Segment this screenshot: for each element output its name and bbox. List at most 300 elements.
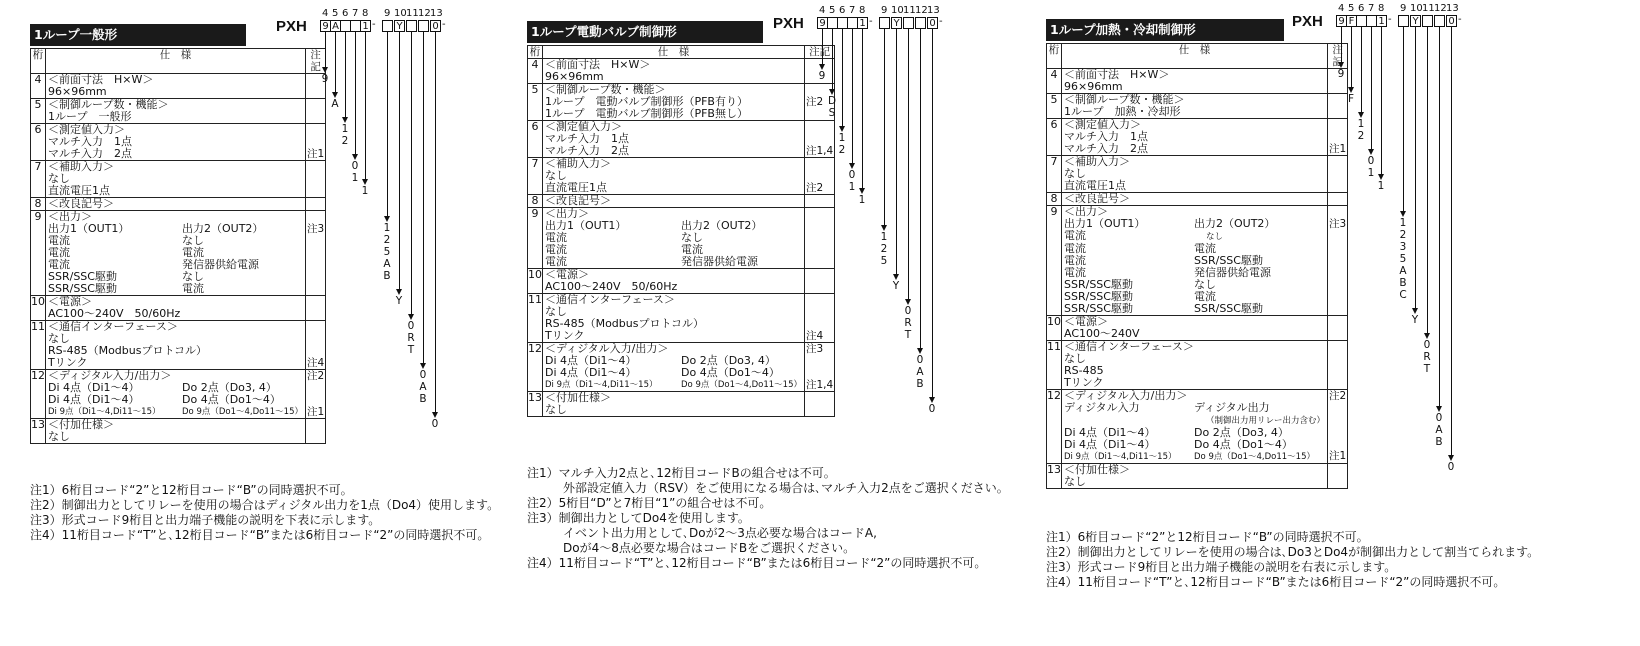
spec-row	[31, 296, 326, 321]
note-line	[307, 333, 324, 345]
row-spec	[543, 269, 805, 294]
footnotes	[527, 466, 1009, 571]
note-line: 注4	[307, 357, 325, 369]
small-left: Di 9点（Di1～4,Di11～15）	[1064, 452, 1177, 462]
row-digit: 4	[1047, 69, 1062, 94]
row-spec	[46, 419, 306, 444]
spec-row	[31, 161, 326, 198]
row-spec	[1062, 390, 1328, 464]
digit-label: 10	[1410, 3, 1423, 14]
spec-row	[1047, 464, 1348, 489]
spec-row	[1047, 119, 1348, 156]
note-line	[806, 392, 833, 404]
spec-line: ＜ディジタル入力/出力＞	[1064, 389, 1188, 402]
selector-line	[423, 32, 424, 365]
selector-line	[325, 32, 326, 69]
row-note	[306, 124, 326, 161]
row-note	[805, 343, 835, 392]
pair-left: 電流	[1064, 254, 1086, 267]
spec-row	[31, 124, 326, 161]
spec-line: 1ループ 電動バルブ制御形（PFB有り）	[545, 95, 748, 108]
spec-line: なし	[545, 169, 567, 182]
spec-row	[1047, 94, 1348, 119]
row-digit: 12	[528, 343, 543, 392]
pair-left: 電流	[545, 243, 567, 256]
small-left: Di 9点（Di1～4,Di11～15）	[48, 407, 161, 417]
spec-line: マルチ入力 1点	[48, 135, 132, 148]
spec-line: ＜出力＞	[545, 207, 589, 220]
spec-line: ＜ディジタル入力/出力＞	[545, 342, 669, 355]
digit-label: 12	[915, 5, 928, 16]
note-line: 注1,4	[806, 379, 834, 391]
pair-right: Do 2点（Do3, 4）	[681, 354, 776, 367]
code-option: 1	[838, 132, 846, 144]
code-option: 3	[1399, 241, 1407, 253]
selector-line	[932, 29, 933, 399]
selector-line	[345, 32, 346, 119]
spec-line: なし	[48, 172, 70, 185]
code-option: T	[904, 329, 912, 341]
code-option: B	[916, 378, 924, 390]
code-box: F	[1346, 15, 1357, 27]
pair-left: SSR/SSC駆動	[48, 282, 117, 295]
code-option: C	[1399, 289, 1407, 301]
row-note	[805, 269, 835, 294]
footnote: 注4）11桁目コード“T”と､12桁目コード“B”または6桁目コード“2”の同時選択不可。	[527, 556, 987, 570]
row-digit: 9	[528, 208, 543, 269]
row-digit: 5	[1047, 94, 1062, 119]
pair-left: SSR/SSC駆動	[1064, 278, 1133, 291]
code-box	[382, 20, 393, 32]
pair-left: 電流	[545, 231, 567, 244]
note-line	[307, 283, 324, 295]
row-note	[1328, 316, 1348, 341]
code-box: 0	[1446, 15, 1457, 27]
code-option: 9	[1337, 68, 1345, 80]
pair-right: Do 2点（Do3, 4）	[182, 381, 277, 394]
note-line	[1329, 414, 1346, 426]
spec-line: ＜付加仕様＞	[545, 391, 611, 404]
spec-row	[528, 294, 835, 343]
row-digit: 13	[1047, 464, 1062, 489]
spec-line: ＜出力＞	[1064, 205, 1108, 218]
spec-line: ＜通信インターフェース＞	[48, 320, 178, 333]
footnotes	[1046, 530, 1539, 590]
spec-line: ＜付加仕様＞	[48, 418, 114, 431]
code-option: S	[828, 107, 836, 119]
code-box	[418, 20, 429, 32]
spec-line: RS-485（Modbusプロトコル）	[545, 317, 705, 330]
note-line	[307, 345, 324, 357]
code-option: 1	[1357, 118, 1365, 130]
digit-label: 13	[927, 5, 940, 16]
note-line	[307, 235, 324, 247]
digit-label: 12	[1434, 3, 1447, 14]
pair-left: Di 4点（Di1～4）	[48, 381, 140, 394]
code-separator: -	[939, 16, 943, 27]
note-line	[806, 281, 833, 293]
spec-row	[528, 208, 835, 269]
row-spec	[46, 99, 306, 124]
code-separator: -	[869, 16, 873, 27]
spec-line: ＜制御ループ数・機能＞	[545, 83, 666, 96]
note-line: 注3	[806, 343, 824, 355]
digit-label: 7	[1368, 3, 1375, 14]
spec-row	[1047, 341, 1348, 390]
note-line	[307, 308, 324, 320]
code-option: 0	[916, 354, 924, 366]
spec-pair	[545, 232, 802, 244]
row-digit: 7	[1047, 156, 1062, 193]
spec-table	[1046, 43, 1348, 489]
digit-label: 12	[418, 8, 431, 19]
code-option: 1	[1377, 180, 1385, 192]
spec-table	[30, 48, 326, 444]
pair-left: 電流	[1064, 229, 1086, 242]
row-note	[805, 208, 835, 269]
note-line	[1329, 353, 1346, 365]
selector-line	[1361, 27, 1362, 114]
pair-right: 発信器供給電源	[1194, 266, 1271, 279]
code-option: 1	[351, 172, 359, 184]
row-note	[306, 321, 326, 370]
digit-label: 7	[849, 5, 856, 16]
row-spec	[543, 59, 805, 84]
note-line	[1329, 180, 1346, 192]
row-note	[1328, 193, 1348, 206]
note-line	[806, 208, 833, 220]
note-line	[307, 173, 324, 185]
pair-right: 出力2（OUT2）	[681, 219, 763, 232]
row-digit: 8	[1047, 193, 1062, 206]
note-line	[1329, 230, 1346, 242]
note-line: 注2	[1329, 390, 1347, 402]
note-line: 注2	[307, 370, 325, 382]
spec-pair	[48, 394, 303, 406]
code-option: B	[1435, 436, 1443, 448]
spec-pair	[545, 367, 802, 379]
code-option: Y	[395, 295, 403, 307]
note-line	[307, 211, 324, 223]
spec-row	[31, 419, 326, 444]
pair-right: （制御出力用リレー出力含む）	[1206, 416, 1326, 426]
row-spec	[46, 161, 306, 198]
spec-pair	[1064, 303, 1325, 315]
header-note: 注記	[805, 46, 835, 59]
code-option: Y	[892, 280, 900, 292]
selector-line	[1381, 27, 1382, 176]
note-line	[307, 419, 324, 431]
note-line	[307, 247, 324, 259]
header-note: 注記	[306, 49, 326, 74]
pair-right: 電流	[182, 246, 204, 259]
pair-right: なし	[681, 231, 703, 244]
small-right: Do 9点（Do1～4,Do11～15）	[182, 407, 303, 417]
model-name: PXH	[1292, 13, 1323, 30]
code-separator: -	[1388, 14, 1392, 25]
code-box: Y	[891, 17, 902, 29]
pair-right: Do 4点（Do1～4）	[182, 393, 281, 406]
spec-line: 1ループ 一般形	[48, 110, 132, 123]
row-spec	[543, 158, 805, 195]
row-spec	[1062, 156, 1328, 193]
spec-line: 直流電圧1点	[48, 184, 110, 197]
code-option: 9	[818, 70, 826, 82]
pair-left: 電流	[545, 255, 567, 268]
selector-line	[411, 32, 412, 316]
pair-right: Do 4点（Do1～4）	[1194, 438, 1293, 451]
note-line	[1329, 278, 1346, 290]
row-digit: 10	[1047, 316, 1062, 341]
row-spec	[543, 195, 805, 208]
code-option: 1	[341, 123, 349, 135]
pair-left: ディジタル入力	[1064, 401, 1140, 414]
spec-small	[1064, 451, 1325, 463]
pair-right: Do 2点（Do3, 4）	[1194, 426, 1289, 439]
spec-line: ＜改良記号＞	[1064, 192, 1130, 205]
pair-right: なし	[1194, 278, 1216, 291]
table-header	[1047, 44, 1348, 69]
spec-line: ＜測定値入力＞	[1064, 118, 1141, 131]
row-spec	[543, 84, 805, 121]
row-digit: 4	[31, 74, 46, 99]
code-option: 0	[904, 305, 912, 317]
spec-row	[528, 343, 835, 392]
note-line	[1329, 377, 1346, 389]
code-option: R	[904, 317, 912, 329]
note-line: 注1	[307, 406, 325, 418]
row-digit: 5	[528, 84, 543, 121]
code-box: A	[330, 20, 341, 32]
selector-line	[1427, 27, 1428, 335]
code-box	[1398, 15, 1409, 27]
code-box: Y	[394, 20, 405, 32]
spec-line: RS-485	[1064, 364, 1104, 377]
pair-right: なし	[182, 234, 204, 247]
selector-line	[365, 32, 366, 181]
code-option: D	[827, 95, 837, 107]
digit-label: 10	[891, 5, 904, 16]
digit-label: 13	[430, 8, 443, 19]
code-option: 1	[1399, 217, 1407, 229]
note-line	[1329, 402, 1346, 414]
footnote: Doが4～8点必要な場合はコードBをご選択ください。	[527, 541, 856, 555]
spec-line: なし	[1064, 475, 1086, 488]
spec-row	[1047, 390, 1348, 464]
pair-left: 電流	[1064, 242, 1086, 255]
spec-line: ＜電源＞	[545, 268, 589, 281]
code-option: 0	[1435, 412, 1443, 424]
spec-row	[528, 84, 835, 121]
footnotes	[30, 483, 499, 543]
spec-line: ＜通信インターフェース＞	[545, 293, 675, 306]
code-separator: -	[372, 19, 376, 30]
note-line: 注1	[1329, 143, 1347, 155]
footnote: 注1）6桁目コード“2”と12桁目コード“B”の同時選択不可。	[30, 483, 353, 497]
pair-right: 電流	[1194, 242, 1216, 255]
spec-line: なし	[48, 332, 70, 345]
note-line	[1329, 81, 1346, 93]
spec-line: ＜通信インターフェース＞	[1064, 340, 1194, 353]
pair-right: 電流	[1194, 290, 1216, 303]
pair-right: Do 4点（Do1～4）	[681, 366, 780, 379]
spec-line: AC100～240V	[1064, 327, 1140, 340]
spec-pair	[545, 220, 802, 232]
row-spec	[46, 211, 306, 296]
spec-line: ＜前面寸法 H×W＞	[48, 73, 154, 86]
note-line	[1329, 156, 1346, 168]
note-line: 注3	[307, 223, 325, 235]
row-digit: 11	[31, 321, 46, 370]
pair-left: 出力1（OUT1）	[545, 219, 627, 232]
digit-label: 8	[362, 8, 369, 19]
code-option: 0	[928, 403, 936, 415]
code-option: F	[1347, 93, 1355, 105]
spec-line: なし	[545, 305, 567, 318]
digit-label: 9	[384, 8, 391, 19]
footnote: 注1）6桁目コード“2”と12桁目コード“B”の同時選択不可。	[1046, 530, 1369, 544]
footnote: 注3）形式コード9桁目と出力端子機能の説明を下表に示します。	[30, 513, 381, 527]
row-spec	[1062, 316, 1328, 341]
digit-label: 8	[859, 5, 866, 16]
spec-row	[528, 121, 835, 158]
digit-label: 4	[322, 8, 329, 19]
note-line	[307, 111, 324, 123]
code-box: 0	[430, 20, 441, 32]
note-line	[307, 86, 324, 98]
code-option: 0	[407, 320, 415, 332]
note-line	[1329, 316, 1346, 328]
row-spec	[46, 296, 306, 321]
selector-line	[884, 29, 885, 227]
note-line	[307, 296, 324, 308]
selector-line	[896, 29, 897, 276]
spec-table	[527, 45, 835, 417]
note-line	[1329, 193, 1346, 205]
code-option: 1	[848, 181, 856, 193]
note-line	[1329, 290, 1346, 302]
note-line	[1329, 94, 1346, 106]
note-line	[1329, 168, 1346, 180]
row-spec	[1062, 464, 1328, 489]
code-box: 1	[857, 17, 868, 29]
row-digit: 7	[528, 158, 543, 195]
row-spec	[543, 392, 805, 417]
spec-pair	[48, 235, 303, 247]
header-note: 注記	[1328, 44, 1348, 69]
note-line: 注3	[1329, 218, 1347, 230]
selector-line	[1439, 27, 1440, 408]
note-line: 注1,4	[806, 145, 834, 157]
spec-line: Tリンク	[48, 356, 88, 369]
pair-left: 出力1（OUT1）	[1064, 217, 1146, 230]
code-option: 1	[1367, 167, 1375, 179]
note-line	[1329, 119, 1346, 131]
header-spec: 仕 様	[46, 49, 306, 74]
panel-title: 1ループ電動バルブ制御形	[527, 21, 763, 43]
spec-line: ＜補助入力＞	[1064, 155, 1130, 168]
spec-line: なし	[545, 403, 567, 416]
code-option: A	[383, 258, 391, 270]
spec-small	[545, 379, 802, 391]
selector-line	[335, 32, 336, 94]
row-digit: 12	[31, 370, 46, 419]
code-option: A	[419, 381, 427, 393]
note-line	[307, 99, 324, 111]
code-box	[1422, 15, 1433, 27]
row-digit: 11	[528, 294, 543, 343]
table-header	[528, 46, 835, 59]
spec-row	[31, 211, 326, 296]
spec-line: ＜制御ループ数・機能＞	[1064, 93, 1185, 106]
code-box	[879, 17, 890, 29]
spec-line: なし	[1064, 352, 1086, 365]
spec-line: ＜改良記号＞	[545, 194, 611, 207]
spec-row	[31, 370, 326, 419]
note-line	[307, 259, 324, 271]
code-option: 2	[1399, 229, 1407, 241]
footnote: 注3）制御出力としてDo4を使用します。	[527, 511, 750, 525]
footnote: 外部設定値入力（RSV）をご使用になる場合は､マルチ入力2点をご選択ください。	[527, 481, 1009, 495]
digit-label: 4	[819, 5, 826, 16]
pair-right: なし	[1206, 232, 1224, 242]
digit-label: 6	[342, 8, 349, 19]
code-box: 9	[320, 20, 331, 32]
row-spec	[1062, 193, 1328, 206]
spec-row	[1047, 156, 1348, 193]
spec-line: Tリンク	[1064, 376, 1104, 389]
spec-line: マルチ入力 2点	[545, 144, 629, 157]
selector-line	[920, 29, 921, 350]
footnote: 注1）マルチ入力2点と､12桁目コードBの組合せは不可。	[527, 466, 836, 480]
spec-line: ＜前面寸法 H×W＞	[545, 58, 651, 71]
row-digit: 10	[31, 296, 46, 321]
selector-line	[832, 29, 833, 91]
spec-row	[31, 198, 326, 211]
spec-line: マルチ入力 1点	[545, 132, 629, 145]
code-option: B	[419, 393, 427, 405]
code-box: 0	[927, 17, 938, 29]
note-line	[806, 404, 833, 416]
row-digit: 13	[31, 419, 46, 444]
pair-left: Di 4点（Di1～4）	[1064, 426, 1156, 439]
code-option: 0	[419, 369, 427, 381]
spec-row	[528, 392, 835, 417]
note-line	[806, 256, 833, 268]
row-note	[1328, 390, 1348, 464]
note-line	[1329, 328, 1346, 340]
spec-row	[1047, 69, 1348, 94]
selector-line	[1415, 27, 1416, 310]
code-option: Y	[1411, 314, 1419, 326]
code-option: B	[383, 270, 391, 282]
row-digit: 9	[31, 211, 46, 296]
code-option: 2	[1357, 130, 1365, 142]
spec-pair	[1064, 439, 1325, 451]
code-option: 0	[1447, 461, 1455, 473]
code-option: 1	[361, 185, 369, 197]
row-spec	[1062, 119, 1328, 156]
panel-title: 1ループ一般形	[30, 24, 246, 46]
digit-label: 13	[1446, 3, 1459, 14]
footnote: 注2）5桁目“D”と7桁目“1”の組合せは不可。	[527, 496, 772, 510]
code-option: A	[331, 98, 339, 110]
spec-line: マルチ入力 2点	[1064, 142, 1148, 155]
row-digit: 12	[1047, 390, 1062, 464]
row-note	[306, 370, 326, 419]
code-separator: -	[442, 19, 446, 30]
spec-line: マルチ入力 1点	[1064, 130, 1148, 143]
